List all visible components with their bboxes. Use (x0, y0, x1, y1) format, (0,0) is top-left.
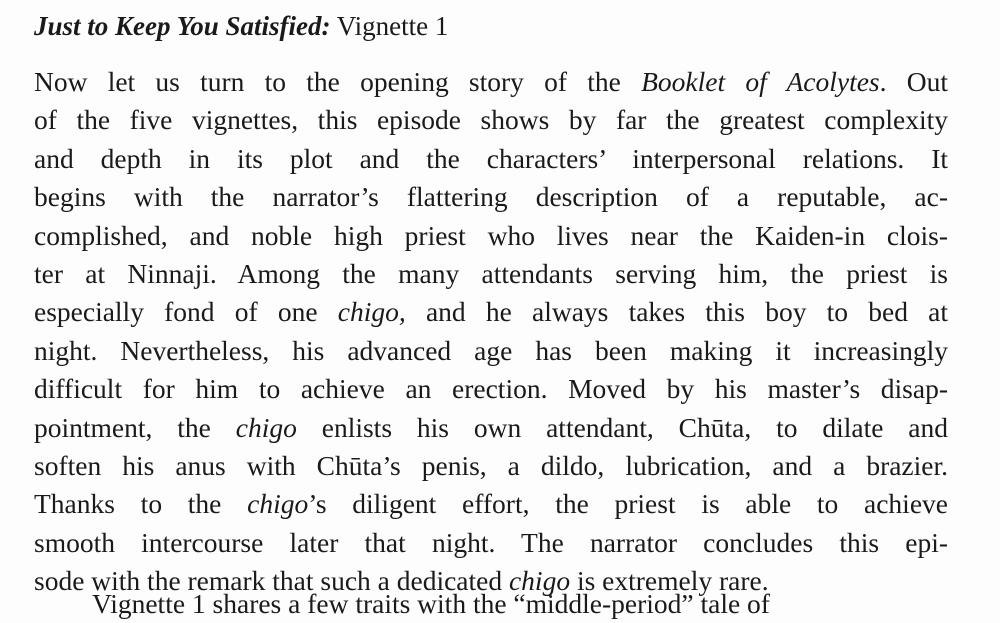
text-run: . Out (879, 66, 948, 97)
italic-term: chigo, (337, 296, 406, 328)
text-line (34, 370, 948, 408)
heading-vignette-label: Vignette 1 (330, 11, 449, 41)
text-run: ’s diligent effort, the priest is able to achieve (308, 488, 948, 520)
italic-term: chigo (247, 488, 309, 520)
italic-term: chigo (235, 411, 297, 443)
text-run: smooth intercourse later that night. The narrator concludes this epi- (34, 526, 948, 558)
text-run: pointment, the (34, 411, 236, 443)
text-line (34, 217, 948, 255)
text-run: begins with the narrator’s flattering description of a reputable, ac- (34, 181, 948, 213)
text-run: ter at Ninnaji. Among the many attendants serving him, the priest is (34, 257, 948, 289)
text-line (34, 524, 948, 562)
text-line (34, 409, 948, 447)
text-run: complished, and noble high priest who lives near the Kaiden-in clois- (34, 219, 948, 251)
next-paragraph-partial-line: Vignette 1 shares a few traits with the “middle-period” tale of (92, 588, 770, 619)
text-run: Thanks to the (34, 488, 248, 520)
text-run: especially fond of one (34, 296, 338, 328)
text-line (34, 255, 948, 293)
text-run: enlists his own attendant, Chūta, to dilate and (296, 411, 948, 443)
text-line (34, 178, 948, 216)
text-line (34, 332, 948, 370)
text-run: Now let us turn to the opening story of the (34, 66, 642, 97)
text-line (34, 63, 948, 101)
heading-italic-title: Just to Keep You Satisfied: (34, 11, 331, 41)
text-run: is extremely rare. (570, 565, 769, 597)
text-run: of the five vignettes, this episode shows by far the greatest complexity (34, 104, 948, 136)
text-run: difficult for him to achieve an erection. Moved by his master’s disap- (34, 373, 948, 405)
text-line (34, 140, 948, 178)
text-run: and he always takes this boy to bed at (405, 296, 948, 328)
text-run: night. Nevertheless, his advanced age has been making it increasingly (34, 334, 948, 366)
italic-term: chigo (508, 565, 571, 597)
text-run: sode with the remark that such a dedicated (34, 565, 509, 597)
text-line (34, 101, 948, 139)
section-heading (34, 6, 448, 46)
text-line (34, 485, 948, 523)
text-run: and depth in its plot and the characters’ interpersonal relations. It (34, 142, 948, 174)
text-line (34, 293, 948, 331)
text-run: soften his anus with Chūta’s penis, a dildo, lubrication, and a brazier. (34, 449, 948, 481)
italic-term: Booklet of Acolytes (641, 66, 880, 97)
body-paragraph (34, 63, 948, 600)
text-line (34, 447, 948, 485)
